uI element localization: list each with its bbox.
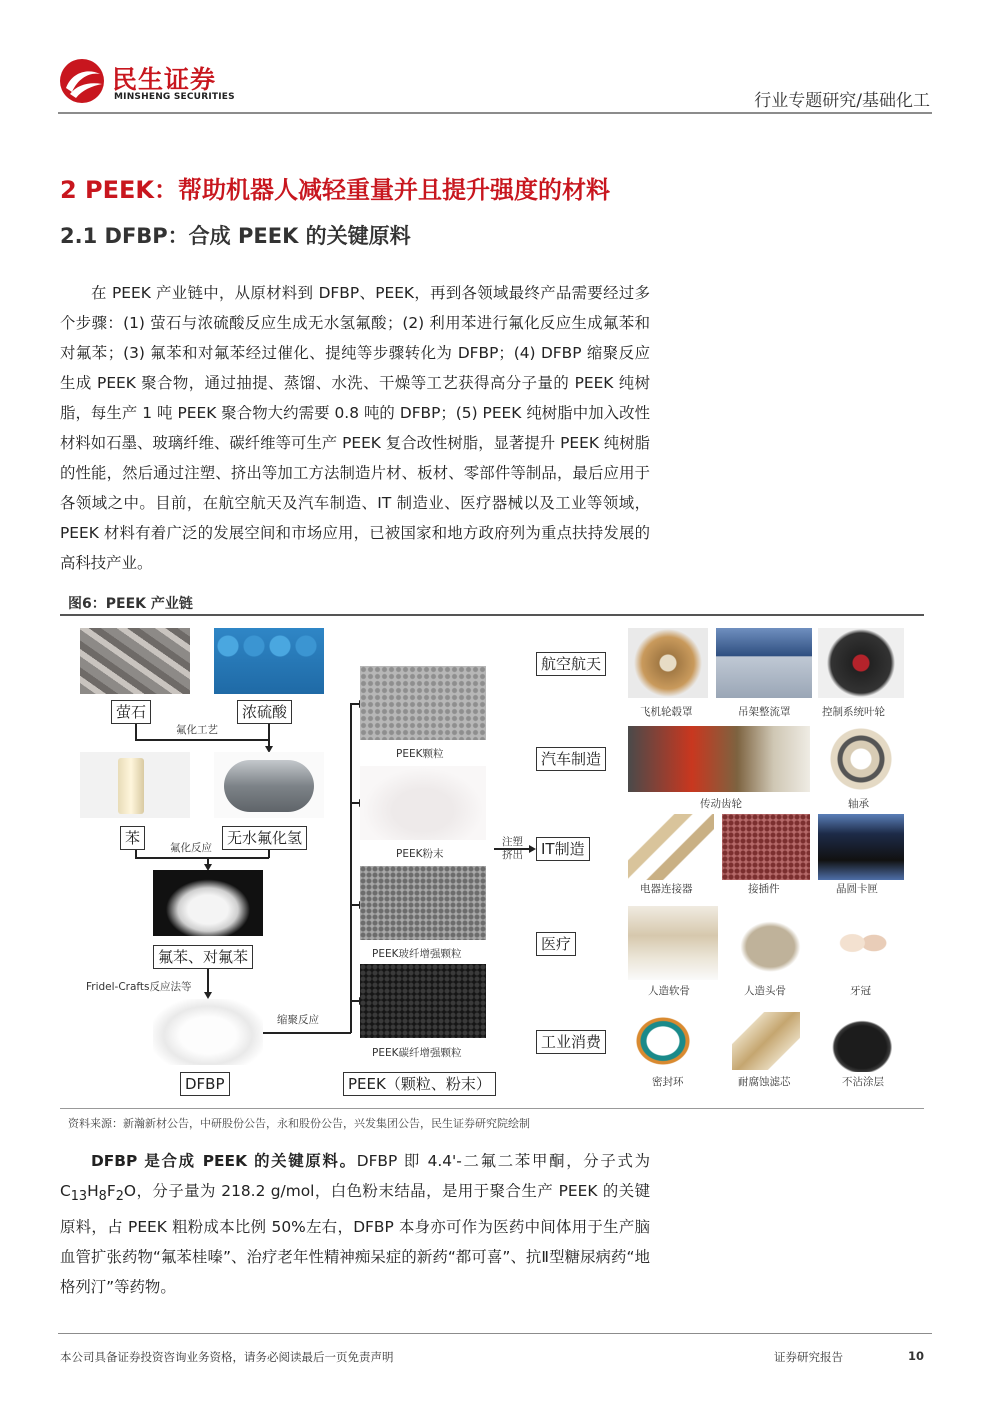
control-impeller-photo bbox=[818, 628, 904, 698]
product-label: 电器连接器 bbox=[640, 883, 693, 895]
product-label: 接插件 bbox=[748, 883, 780, 895]
footer-divider bbox=[58, 1333, 932, 1334]
polycondensation-label: 缩聚反应 bbox=[277, 1014, 319, 1026]
transmission-gear-photo bbox=[628, 726, 810, 792]
non-stick-pan-photo bbox=[828, 1010, 904, 1072]
report-category: 行业专题研究/基础化工 bbox=[754, 91, 930, 111]
pylon-fairing-photo bbox=[716, 628, 812, 698]
body-paragraph-1: 在 PEEK 产业链中，从原材料到 DFBP、PEEK，再到各领域最终产品需要经过多个步骤：(1) 萤石与浓硫酸反应生成无水氢氟酸；(2) 利用苯进行氟化反应生成氟苯和对氟苯；(3) 氟苯和对氟苯经过催化、提纯等步骤转化为 DFBP；(4) DFBP 缩聚反应生成 PEEK 聚合物，通过抽提、蒸馏、水洗、干燥等工艺获得高分子量的 PEEK 纯树脂，每生产 1 吨 PEEK 聚合物大约需要 0.8 吨的 DFBP；(5) PEEK 纯树脂中加入改性材料如石墨、玻璃纤维、碳纤维等可生产 PEEK 复合改性树脂，显著提升 PEEK 纯树脂的性能，然后通过注塑、挤出等加工方法制造片材、板材、零部件等制品，最后应用于各领域之中。目前，在航空航天及汽车制造、IT 制造业、医疗器械以及工业等领域，PEEK 材料有着广泛的发展空间和市场应用，已被国家和地方政府列为重点扶持发展的高科技产业。 bbox=[60, 284, 650, 572]
figure-source: 资料来源：新瀚新材公告，中研股份公告，永和股份公告，兴发集团公告，民生证券研究院绘制 bbox=[68, 1117, 530, 1130]
fluorination-process-label: 氟化工艺 bbox=[176, 724, 218, 736]
field-automotive: 汽车制造 bbox=[536, 747, 606, 771]
dfbp-powder-photo bbox=[153, 999, 263, 1065]
sulfuric-acid-drums-photo bbox=[214, 628, 324, 694]
peek-form-label: PEEK碳纤增强颗粒 bbox=[372, 1047, 462, 1059]
product-label: 不沾涂层 bbox=[842, 1076, 884, 1088]
peek-form-label: PEEK颗粒 bbox=[396, 748, 444, 760]
sulfuric-acid-label: 浓硫酸 bbox=[237, 700, 292, 724]
benzene-bottle-photo bbox=[80, 752, 190, 818]
hf-label: 无水氟化氢 bbox=[222, 826, 307, 850]
dental-crown-photo bbox=[818, 906, 904, 980]
logo-text-cn: 民生证券 bbox=[112, 65, 217, 94]
artificial-skull-photo bbox=[722, 906, 810, 980]
figure-title: 图6：PEEK 产业链 bbox=[68, 596, 193, 612]
field-aerospace: 航空航天 bbox=[536, 652, 606, 676]
field-medical: 医疗 bbox=[536, 932, 576, 956]
fluorobenzene-crystal-photo bbox=[153, 870, 263, 936]
peek-glass-fiber-pellets-photo bbox=[360, 866, 486, 940]
footer-disclaimer: 本公司具备证券投资咨询业务资格，请务必阅读最后一页免责声明 bbox=[60, 1350, 394, 1364]
product-label: 晶圆卡匣 bbox=[836, 883, 878, 895]
product-label: 人造软骨 bbox=[648, 985, 690, 997]
section-heading: 2 PEEK：帮助机器人减轻重量并且提升强度的材料 bbox=[60, 176, 611, 204]
page-number: 10 bbox=[908, 1349, 925, 1363]
paragraph-lead: DFBP 是合成 PEEK 的关键原料。 bbox=[91, 1152, 357, 1170]
plug-connector-photo bbox=[722, 814, 810, 880]
artificial-cartilage-photo bbox=[628, 906, 718, 980]
molding-extrusion-label: 注塑 挤出 bbox=[502, 836, 523, 861]
wafer-cassette-photo bbox=[818, 814, 904, 880]
product-label: 人造头骨 bbox=[744, 985, 786, 997]
benzene-label: 苯 bbox=[120, 826, 145, 850]
product-label: 传动齿轮 bbox=[700, 798, 742, 810]
bearing-photo bbox=[818, 726, 904, 792]
seal-ring-photo bbox=[628, 1010, 698, 1072]
figure-bottom-rule bbox=[60, 1108, 924, 1109]
footer-doc-type: 证券研究报告 bbox=[774, 1350, 843, 1364]
body-paragraph-2: DFBP 是合成 PEEK 的关键原料。DFBP 即 4.4'-二氟二苯甲酮，分子式为 $C_{13}H_8F_2O$，分子量为 218.2 g/mol，白色粉末结晶，是用于聚合生产 PEEK 的关键原料，占 PEEK 粗粉成本比例 50%左右，DFBP 本身亦可作为医药中间体用于生产脑血管扩张药物“氟苯桂嗪”、治疗老年性精神痴呆症的新药“都可喜”、抗Ⅱ型糖尿病药“地格列汀”等药物。 bbox=[60, 1152, 651, 1297]
fluorite-label: 萤石 bbox=[111, 700, 151, 724]
peek-powder-photo bbox=[360, 766, 486, 840]
fluorobenzenes-label: 氟苯、对氟苯 bbox=[153, 945, 253, 969]
dfbp-label: DFBP bbox=[180, 1072, 230, 1096]
product-label: 吊架整流罩 bbox=[738, 706, 791, 718]
product-label: 飞机轮毂罩 bbox=[640, 706, 693, 718]
product-label: 耐腐蚀滤芯 bbox=[738, 1076, 791, 1088]
field-it: IT制造 bbox=[536, 837, 590, 861]
fluorination-reaction-label: 氟化反应 bbox=[170, 842, 212, 854]
peek-form-label: PEEK玻纤增强颗粒 bbox=[372, 948, 462, 960]
product-label: 控制系统叶轮 bbox=[822, 706, 885, 718]
peek-carbon-fiber-pellets-photo bbox=[360, 964, 486, 1038]
subsection-heading: 2.1 DFBP：合成 PEEK 的关键原料 bbox=[60, 224, 411, 248]
peek-form-label: PEEK粉末 bbox=[396, 848, 444, 860]
electrical-connector-photo bbox=[628, 814, 714, 880]
friedel-crafts-label: Fridel-Crafts反应法等 bbox=[86, 981, 192, 993]
fluorite-photo bbox=[80, 628, 190, 694]
product-label: 轴承 bbox=[848, 798, 869, 810]
corrosion-filter-photo bbox=[732, 1012, 800, 1070]
hf-cylinder-photo bbox=[214, 752, 324, 818]
product-label: 密封环 bbox=[652, 1076, 684, 1088]
product-label: 牙冠 bbox=[850, 985, 871, 997]
field-industrial: 工业消费 bbox=[536, 1030, 606, 1054]
wheel-hub-cover-photo bbox=[628, 628, 708, 698]
logo-text-en: MINSHENG SECURITIES bbox=[114, 92, 235, 102]
peek-label: PEEK（颗粒、粉末） bbox=[343, 1072, 496, 1096]
peek-pellets-photo bbox=[360, 666, 486, 740]
